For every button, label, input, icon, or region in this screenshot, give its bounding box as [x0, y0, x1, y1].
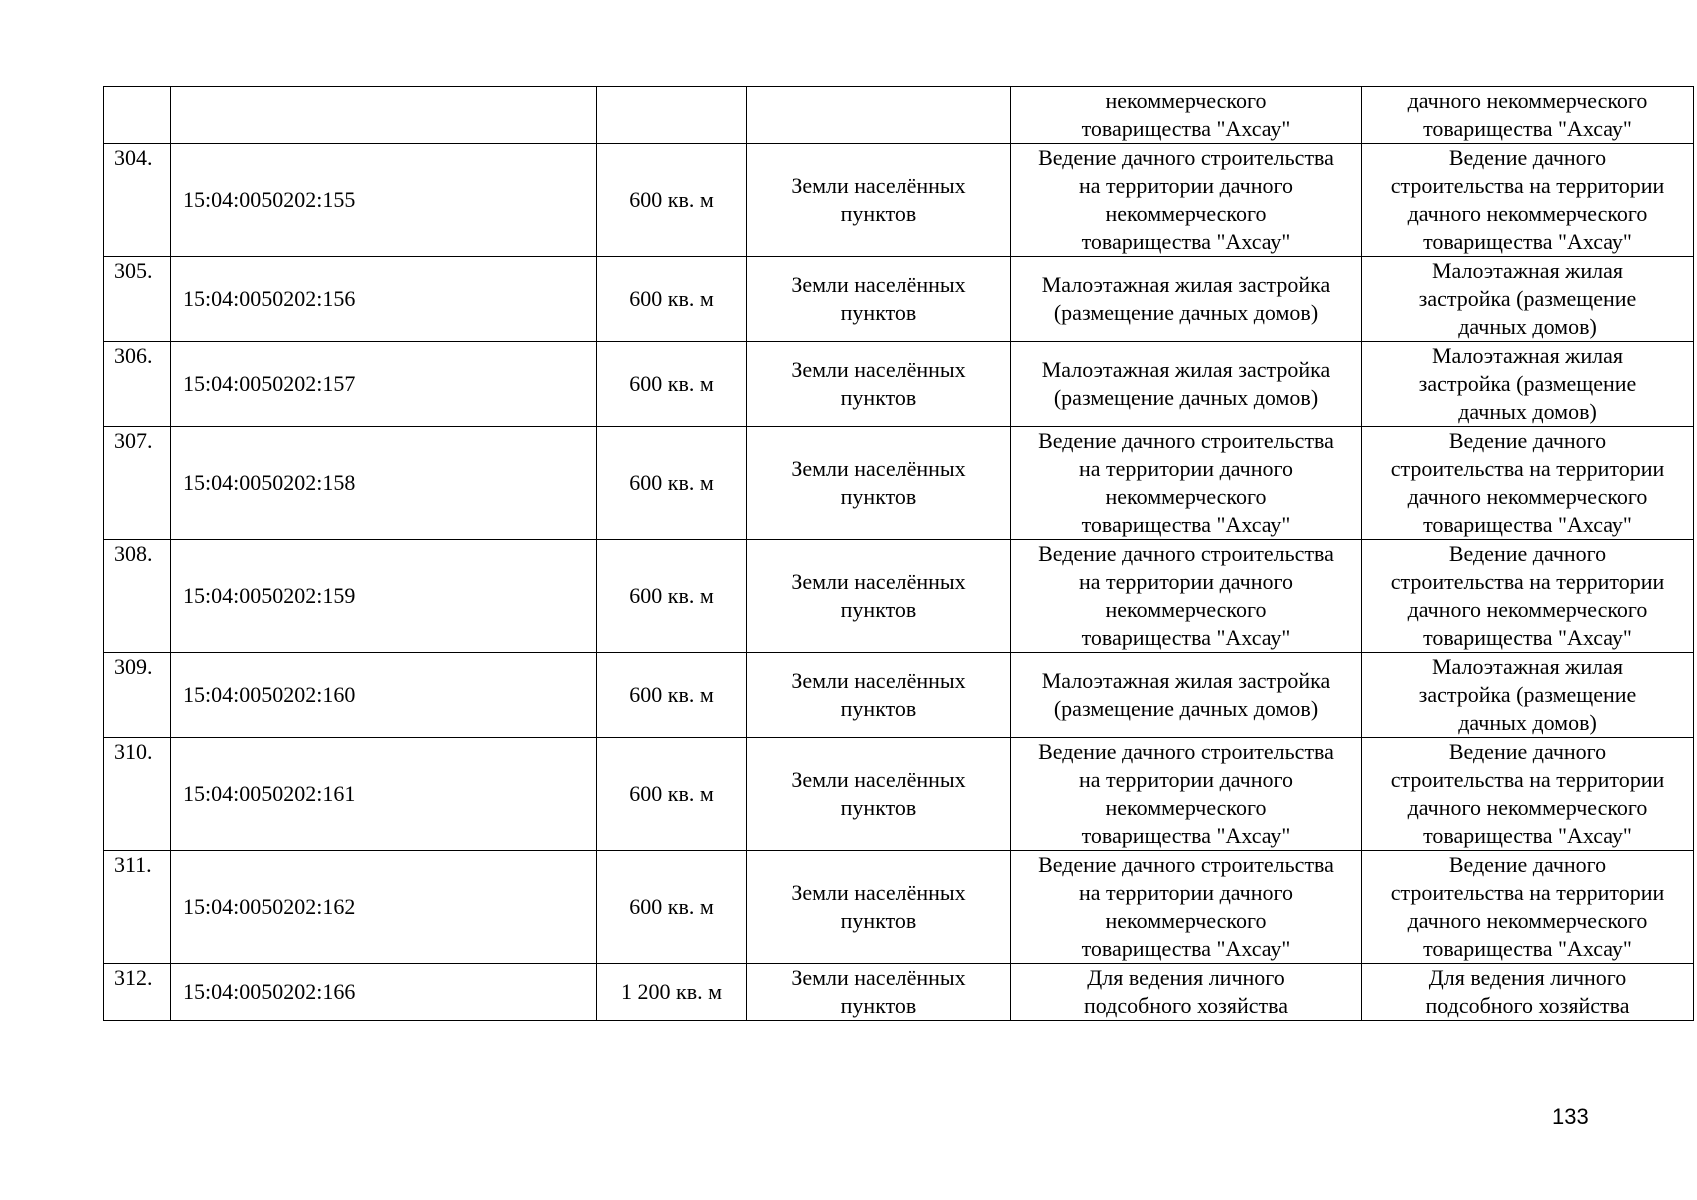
area-cell: 600 кв. м — [597, 653, 747, 738]
permitted-use-cell: Ведение дачного строительства на территории дачного некоммерческого товарищества "Ахсау" — [1011, 144, 1362, 257]
table-row — [104, 540, 1694, 653]
num-cell — [104, 87, 171, 144]
table-row — [104, 964, 1694, 1021]
table-row — [104, 427, 1694, 540]
row-number-cell: 307. — [104, 427, 171, 540]
actual-use-cell: Ведение дачного строительства на территории дачного некоммерческого товарищества "Ахсау" — [1362, 738, 1694, 851]
cadastral-number-cell: 15:04:0050202:166 — [171, 964, 597, 1021]
row-number-cell: 311. — [104, 851, 171, 964]
cadastral-cell — [171, 87, 597, 144]
actual-use-cell: Малоэтажная жилая застройка (размещение дачных домов) — [1362, 653, 1694, 738]
actual-use-cell: Ведение дачного строительства на территории дачного некоммерческого товарищества "Ахсау" — [1362, 427, 1694, 540]
actual-use-cell: Ведение дачного строительства на территории дачного некоммерческого товарищества "Ахсау" — [1362, 851, 1694, 964]
cadastral-number-cell: 15:04:0050202:155 — [171, 144, 597, 257]
actual-use-cell: Ведение дачного строительства на территории дачного некоммерческого товарищества "Ахсау" — [1362, 540, 1694, 653]
area-cell: 600 кв. м — [597, 540, 747, 653]
table-row — [104, 653, 1694, 738]
land-category-cell: Земли населённых пунктов — [747, 851, 1011, 964]
land-category-cell: Земли населённых пунктов — [747, 257, 1011, 342]
area-cell: 1 200 кв. м — [597, 964, 747, 1021]
land-category-cell: Земли населённых пунктов — [747, 653, 1011, 738]
table-row — [104, 738, 1694, 851]
area-cell: 600 кв. м — [597, 427, 747, 540]
row-number-cell: 310. — [104, 738, 171, 851]
permitted-use-cell: Для ведения личного подсобного хозяйства — [1011, 964, 1362, 1021]
table-row — [104, 257, 1694, 342]
permitted-use-cell: Малоэтажная жилая застройка (размещение дачных домов) — [1011, 342, 1362, 427]
land-plots-table — [103, 86, 1694, 1021]
table-row — [104, 144, 1694, 257]
area-cell: 600 кв. м — [597, 144, 747, 257]
row-number-cell: 308. — [104, 540, 171, 653]
permitted-use-cell: Ведение дачного строительства на территории дачного некоммерческого товарищества "Ахсау" — [1011, 427, 1362, 540]
land-category-cell: Земли населённых пунктов — [747, 342, 1011, 427]
permitted-use-cell: Ведение дачного строительства на территории дачного некоммерческого товарищества "Ахсау" — [1011, 851, 1362, 964]
permitted-use-cell: Малоэтажная жилая застройка (размещение дачных домов) — [1011, 653, 1362, 738]
cadastral-number-cell: 15:04:0050202:159 — [171, 540, 597, 653]
cadastral-number-cell: 15:04:0050202:157 — [171, 342, 597, 427]
permitted-use-cell: Малоэтажная жилая застройка (размещение дачных домов) — [1011, 257, 1362, 342]
actual-use-cell: Малоэтажная жилая застройка (размещение дачных домов) — [1362, 257, 1694, 342]
cadastral-number-cell: 15:04:0050202:162 — [171, 851, 597, 964]
row-number-cell: 309. — [104, 653, 171, 738]
cadastral-number-cell: 15:04:0050202:161 — [171, 738, 597, 851]
land-cell — [747, 87, 1011, 144]
land-category-cell: Земли населённых пунктов — [747, 964, 1011, 1021]
permitted-use-cell: Ведение дачного строительства на территории дачного некоммерческого товарищества "Ахсау" — [1011, 738, 1362, 851]
area-cell: 600 кв. м — [597, 738, 747, 851]
row-number-cell: 306. — [104, 342, 171, 427]
table-row — [104, 342, 1694, 427]
row-number-cell: 312. — [104, 964, 171, 1021]
cadastral-number-cell: 15:04:0050202:158 — [171, 427, 597, 540]
row-number-cell: 305. — [104, 257, 171, 342]
land-category-cell: Земли населённых пунктов — [747, 738, 1011, 851]
row-number-cell: 304. — [104, 144, 171, 257]
table-row — [104, 851, 1694, 964]
land-category-cell: Земли населённых пунктов — [747, 427, 1011, 540]
land-category-cell: Земли населённых пунктов — [747, 540, 1011, 653]
area-cell: 600 кв. м — [597, 257, 747, 342]
actual-use-cell: дачного некоммерческого товарищества "Ахсау" — [1362, 87, 1694, 144]
cadastral-number-cell: 15:04:0050202:156 — [171, 257, 597, 342]
actual-use-cell: Малоэтажная жилая застройка (размещение дачных домов) — [1362, 342, 1694, 427]
area-cell: 600 кв. м — [597, 342, 747, 427]
permitted-use-cell: Ведение дачного строительства на территории дачного некоммерческого товарищества "Ахсау" — [1011, 540, 1362, 653]
actual-use-cell: Для ведения личного подсобного хозяйства — [1362, 964, 1694, 1021]
cadastral-number-cell: 15:04:0050202:160 — [171, 653, 597, 738]
page-number: 133 — [1552, 1104, 1589, 1129]
continuation-row — [104, 87, 1694, 144]
land-category-cell: Земли населённых пунктов — [747, 144, 1011, 257]
area-cell — [597, 87, 747, 144]
permitted-use-cell: некоммерческого товарищества "Ахсау" — [1011, 87, 1362, 144]
actual-use-cell: Ведение дачного строительства на территории дачного некоммерческого товарищества "Ахсау" — [1362, 144, 1694, 257]
area-cell: 600 кв. м — [597, 851, 747, 964]
